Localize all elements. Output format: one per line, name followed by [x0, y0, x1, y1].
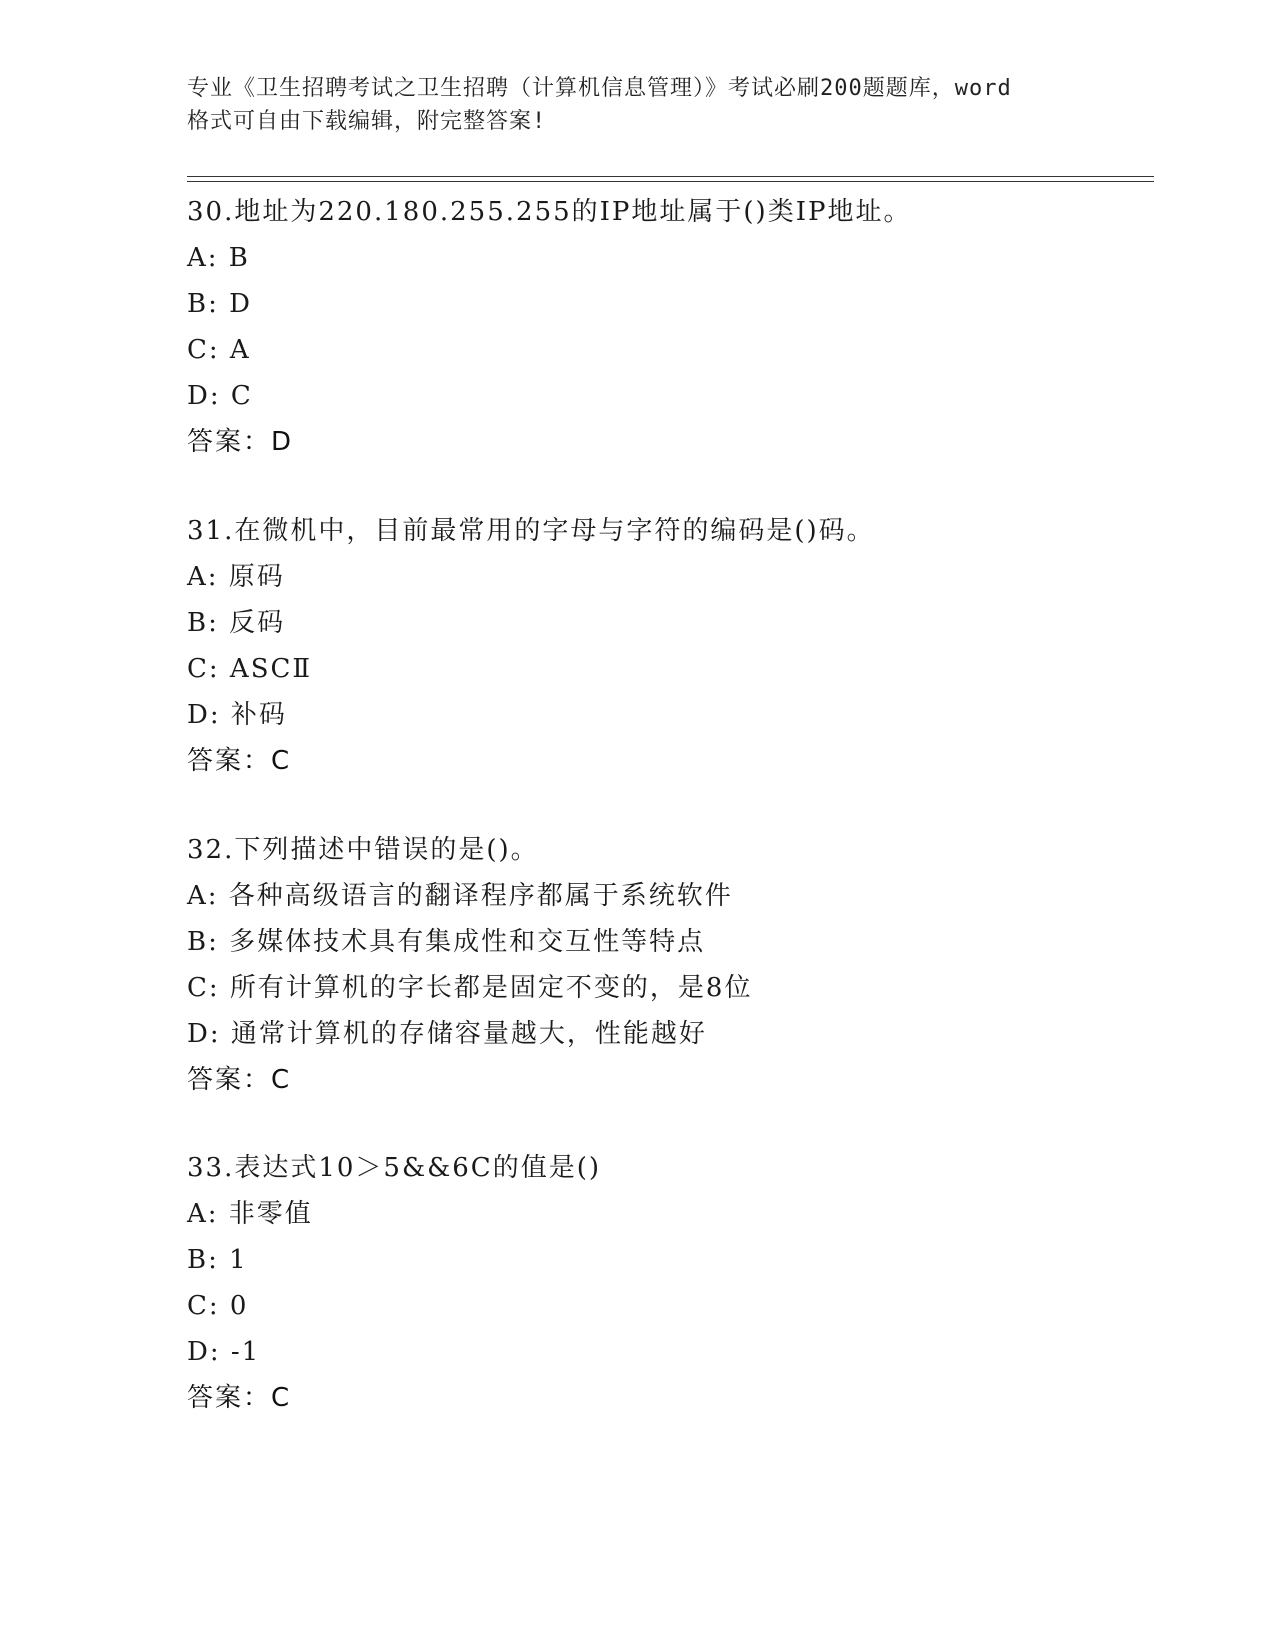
- header-line-2: 格式可自由下载编辑，附完整答案!: [187, 109, 547, 134]
- option-d: D: -1: [187, 1337, 261, 1367]
- option-a: A: 原码: [187, 562, 285, 592]
- option-c: C: ASCⅡ: [187, 654, 313, 684]
- option-b: B: 多媒体技术具有集成性和交互性等特点: [187, 927, 706, 957]
- header-divider-bottom: [187, 181, 1154, 182]
- option-c: C: 0: [187, 1291, 249, 1321]
- question-stem: 30.地址为220.180.255.255的IP地址属于()类IP地址。: [187, 197, 912, 227]
- option-d: D: 通常计算机的存储容量越大，性能越好: [187, 1019, 707, 1049]
- answer-line: 答案：C: [187, 1065, 292, 1095]
- question-31: [187, 508, 1147, 784]
- document-header: [187, 72, 1087, 138]
- question-32: [187, 827, 1147, 1103]
- option-b: B: 反码: [187, 608, 286, 638]
- question-stem: 32.下列描述中错误的是()。: [187, 835, 539, 865]
- answer-line: 答案：C: [187, 746, 292, 776]
- answer-line: 答案：C: [187, 1383, 292, 1413]
- answer-line: 答案：D: [187, 427, 294, 457]
- option-b: B: 1: [187, 1245, 248, 1275]
- question-33: [187, 1145, 1147, 1421]
- option-c: C: A: [187, 335, 251, 365]
- question-30: [187, 189, 1147, 465]
- option-a: A: 非零值: [187, 1199, 313, 1229]
- header-divider-top: [187, 176, 1154, 177]
- question-stem: 33.表达式10＞5&&6C的值是(): [187, 1153, 601, 1183]
- option-b: B: D: [187, 289, 252, 319]
- option-a: A: 各种高级语言的翻译程序都属于系统软件: [187, 881, 733, 911]
- option-d: D: C: [187, 381, 253, 411]
- question-stem: 31.在微机中，目前最常用的字母与字符的编码是()码。: [187, 516, 875, 546]
- header-line-1: 专业《卫生招聘考试之卫生招聘（计算机信息管理）》考试必刷200题题库，word: [187, 76, 1012, 101]
- option-c: C: 所有计算机的字长都是固定不变的，是8位: [187, 973, 753, 1003]
- option-a: A: B: [187, 243, 250, 273]
- option-d: D: 补码: [187, 700, 287, 730]
